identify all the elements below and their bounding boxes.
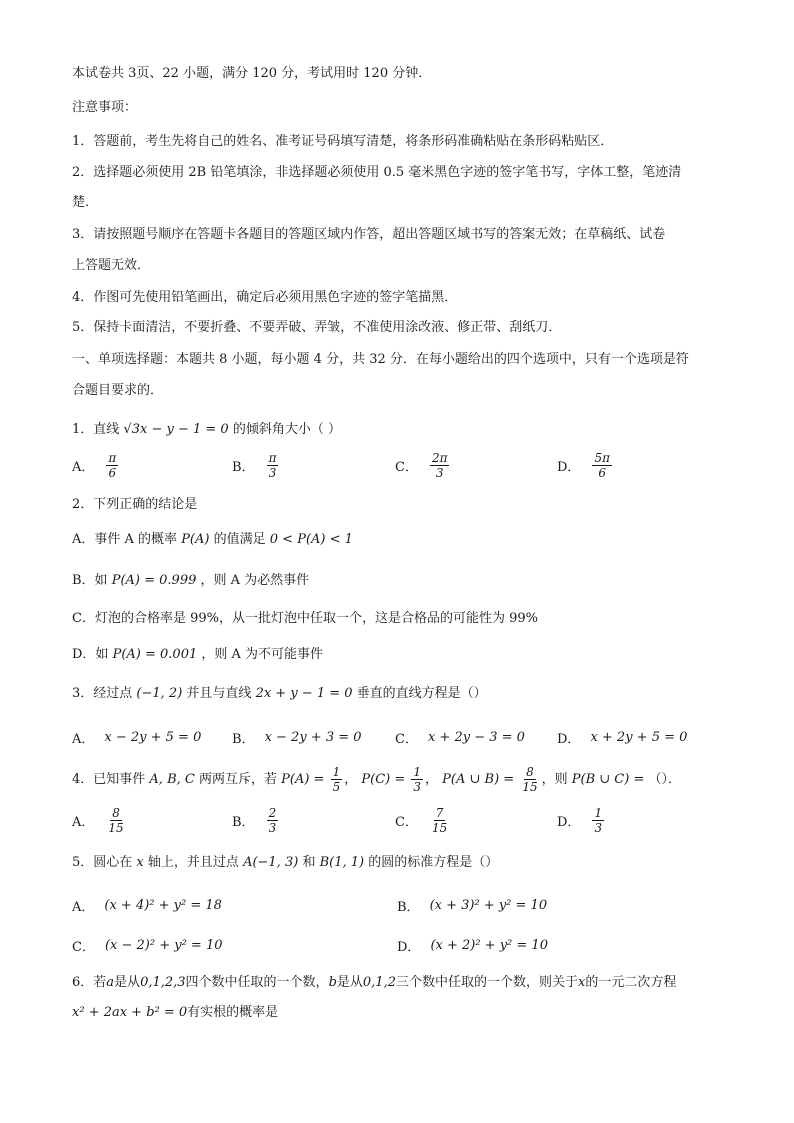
q2-option-d[interactable]: D．如 P(A) = 0.001 ，则 A 为不可能事件 <box>72 647 324 662</box>
fraction: $\frac{7}{15}$ <box>431 805 448 835</box>
q4-options <box>72 803 732 837</box>
notice-title: 注意事项： <box>72 100 138 115</box>
fraction: $\frac{\pi}{3}$ <box>268 450 277 480</box>
q3-option-b[interactable]: B． x − 2y + 3 = 0 <box>232 729 362 747</box>
section-heading-cont: 合题目要求的． <box>72 383 164 398</box>
q1-option-a[interactable]: A． $\frac{\pi}{6}$ <box>72 450 117 480</box>
q5-option-d[interactable]: D． (x + 2)² + y² = 10 <box>397 937 548 955</box>
note-1: 1．答题前，考生先将自己的姓名、准考证号码填写清楚，将条形码准确粘贴在条形码粘贴区． <box>72 134 614 149</box>
q3-option-a[interactable]: A． x − 2y + 5 = 0 <box>72 729 202 747</box>
q1-options <box>72 448 732 482</box>
question-1 <box>72 420 726 440</box>
note-2: 2．选择题必须使用 2B 铅笔填涂，非选择题必须使用 0.5 毫米黑色字迹的签字笔书写，字体工整，笔迹清 <box>72 165 682 180</box>
q1-option-c[interactable]: C． $\frac{2\pi}{3}$ <box>395 450 448 480</box>
section-heading: 一、单项选择题：本题共 8 小题，每小题 4 分，共 32 分．在每小题给出的四个选项中，只有一个选项是符 <box>72 352 689 367</box>
question-6-cont: x² + 2ax + b² = 0有实根的概率是 <box>72 1005 279 1020</box>
note-2-cont: 楚． <box>72 195 99 210</box>
note-5: 5．保持卡面清洁，不要折叠、不要弄破、弄皱，不准使用涂改液、修正带、刮纸刀． <box>72 320 562 335</box>
fraction: $\frac{8}{15}$ <box>108 805 124 835</box>
question-3: 3．经过点 (−1, 2) 并且与直线 2x + y − 1 = 0 垂直的直线方程是（） <box>72 686 487 701</box>
q2-option-c[interactable]: C．灯泡的合格率是 99%，从一批灯泡中任取一个，这是合格品的可能性为 99% <box>72 611 539 626</box>
exam-intro: 本试卷共 3页、22 小题，满分 120 分，考试用时 120 分钟． <box>72 66 432 81</box>
q2-option-a[interactable]: A．事件 A 的概率 P(A) 的值满足 0 < P(A) < 1 <box>72 532 353 547</box>
q5-option-c[interactable]: C． (x − 2)² + y² = 10 <box>72 937 223 955</box>
q5-options-row1 <box>72 888 732 922</box>
q1-option-b[interactable]: B． $\frac{\pi}{3}$ <box>232 450 277 480</box>
note-3-cont: 上答题无效． <box>72 258 151 273</box>
q1-equation: √3x − y − 1 = 0 <box>123 422 229 437</box>
question-5: 5．圆心在 x 轴上，并且过点 A(−1, 3) 和 B(1, 1) 的圆的标准方程是（） <box>72 855 499 870</box>
fraction: $\frac{2\pi}{3}$ <box>431 450 448 480</box>
fraction: $\frac{1}{3}$ <box>594 805 603 835</box>
q1-option-d[interactable]: D． $\frac{5\pi}{6}$ <box>557 450 610 480</box>
q1-suffix: 的倾斜角大小（ ） <box>232 422 341 437</box>
q3-option-c[interactable]: C． x + 2y − 3 = 0 <box>395 729 525 747</box>
q3-options <box>72 720 732 754</box>
note-3: 3．请按照题号顺序在答题卡各题目的答题区域内作答，超出答题区域书写的答案无效；在草稿纸、试卷 <box>72 227 666 242</box>
question-4: 4．已知事件 A, B, C 两两互斥，若 P(A) = $\frac{1}{5}$ ， P(C) = $\frac{1}{3}$ ， P(A ∪ B) = $\frac{8}{15}$ ，则 P(B ∪ C) = （）． <box>72 765 681 794</box>
q5-option-b[interactable]: B． (x + 3)² + y² = 10 <box>397 897 548 915</box>
question-6: 6．若a是从0,1,2,3四个数中任取的一个数，b是从0,1,2三个数中任取的一个数，则关于x的一元二次方程 <box>72 975 677 990</box>
fraction: $\frac{5\pi}{6}$ <box>594 450 610 480</box>
q4-option-d[interactable]: D． $\frac{1}{3}$ <box>557 805 603 835</box>
q2-option-b[interactable]: B．如 P(A) = 0.999 ，则 A 为必然事件 <box>72 573 310 588</box>
fraction: $\frac{1}{5}$ <box>332 765 341 794</box>
fraction: $\frac{2}{3}$ <box>268 805 277 835</box>
q4-option-c[interactable]: C． $\frac{7}{15}$ <box>395 805 448 835</box>
q5-options-row2 <box>72 928 732 962</box>
q4-option-b[interactable]: B． $\frac{2}{3}$ <box>232 805 277 835</box>
question-2: 2．下列正确的结论是 <box>72 497 198 512</box>
q5-option-a[interactable]: A． (x + 4)² + y² = 18 <box>72 897 222 915</box>
fraction: $\frac{8}{15}$ <box>522 765 538 794</box>
fraction: $\frac{1}{3}$ <box>413 765 422 794</box>
q3-option-d[interactable]: D． x + 2y + 5 = 0 <box>557 729 688 747</box>
note-4: 4．作图可先使用铅笔画出，确定后必须用黑色字迹的签字笔描黑． <box>72 290 458 305</box>
fraction: $\frac{\pi}{6}$ <box>108 450 117 480</box>
q1-prefix: 1．直线 <box>72 422 120 437</box>
q4-option-a[interactable]: A． $\frac{8}{15}$ <box>72 805 124 835</box>
